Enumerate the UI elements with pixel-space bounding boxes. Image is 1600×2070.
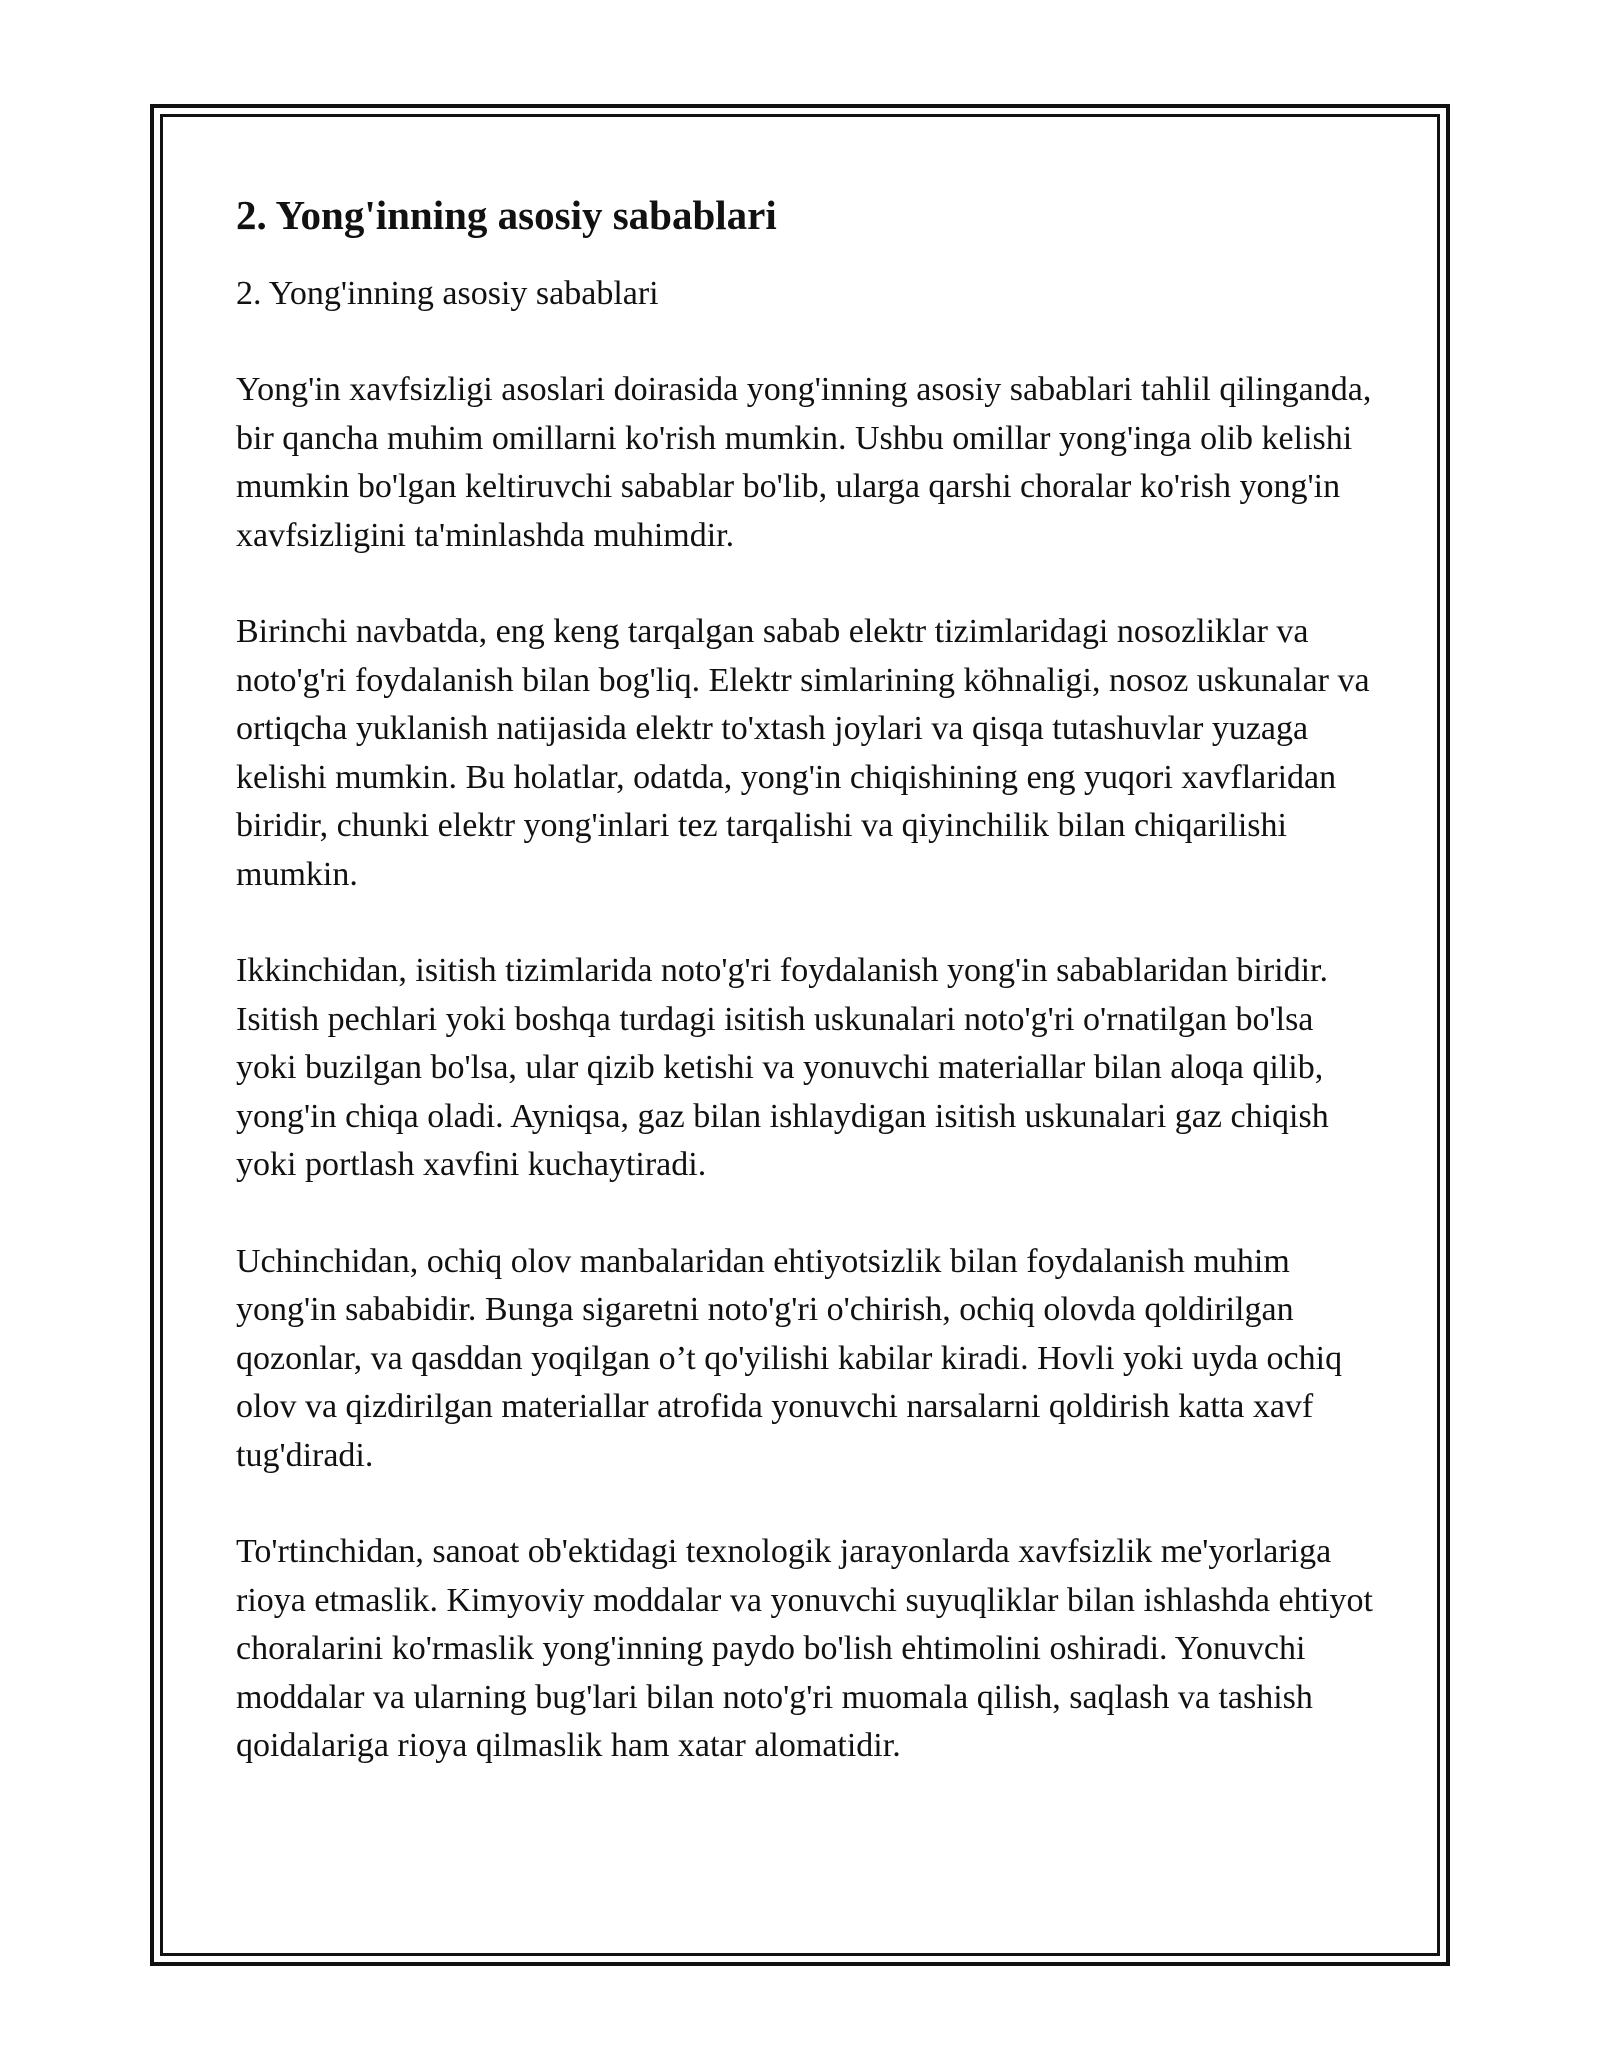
paragraph-intro: Yong'in xavfsizligi asoslari doirasida yong'inning asosiy sabablari tahlil qilinganda, bir qancha muhim omillarni ko'rish mumkin. Ushbu omillar yong'inga olib kelishi mumkin bo'lgan keltiruvchi sabablar bo'lib, ularga qarshi choralar ko'rish yong'in xavfsizligini ta'minlashda muhimdir. — [236, 371, 1372, 554]
paragraph-industrial-causes: To'rtinchidan, sanoat ob'ektidagi texnologik jarayonlarda xavfsizlik me'yorlariga rioya etmaslik. Kimyoviy moddalar va yonuvchi suyuqliklar bilan ishlashda ehtiyot choralarini ko'rmaslik yong'inning paydo bo'lish ehtimolini oshiradi. Yonuvchi moddalar va ularning bug'lari bilan noto'g'ri muomala qilish, saqlash va tashish qoidalariga rioya qilmaslik ham xatar alomatidir. — [236, 1533, 1373, 1764]
document-body — [236, 186, 1376, 1819]
paragraph-open-fire-causes: Uchinchidan, ochiq olov manbalaridan ehtiyotsizlik bilan foydalanish muhim yong'in sababidir. Bunga sigaretni noto'g'ri o'chirish, ochiq olovda qoldirilgan qozonlar, va qasddan yoqilgan o’t qo'yilishi kabilar kiradi. Hovli yoki uyda ochiq olov va qizdirilgan materiallar atrofida yonuvchi narsalarni qoldirish katta xavf tug'diradi. — [236, 1242, 1343, 1474]
section-heading: 2. Yong'inning asosiy sabablari — [236, 192, 777, 238]
section-subheading: 2. Yong'inning asosiy sabablari — [236, 275, 659, 312]
paragraph-electrical-causes: Birinchi navbatda, eng keng tarqalgan sabab elektr tizimlaridagi nosozliklar va noto'g'ri foydalanish bilan bog'liq. Elektr simlarining köhnaligi, nosoz uskunalar va ortiqcha yuklanish natijasida elektr to'xtash joylari va qisqa tutashuvlar yuzaga kelishi mumkin. Bu holatlar, odatda, yong'in chiqishining eng yuqori xavflaridan biridir, chunki elektr yong'inlari tez tarqalishi va qiyinchilik bilan chiqarilishi mumkin. — [236, 613, 1370, 893]
paragraph-heating-causes: Ikkinchidan, isitish tizimlarida noto'g'ri foydalanish yong'in sabablaridan biridir. Isitish pechlari yoki boshqa turdagi isitish uskunalari noto'g'ri o'rnatilgan bo'lsa yoki buzilgan bo'lsa, ular qizib ketishi va yonuvchi materiallar bilan aloqa qilib, yong'in chiqa oladi. Ayniqsa, gaz bilan ishlaydigan isitish uskunalari gaz chiqish yoki portlash xavfini kuchaytiradi. — [236, 952, 1329, 1183]
